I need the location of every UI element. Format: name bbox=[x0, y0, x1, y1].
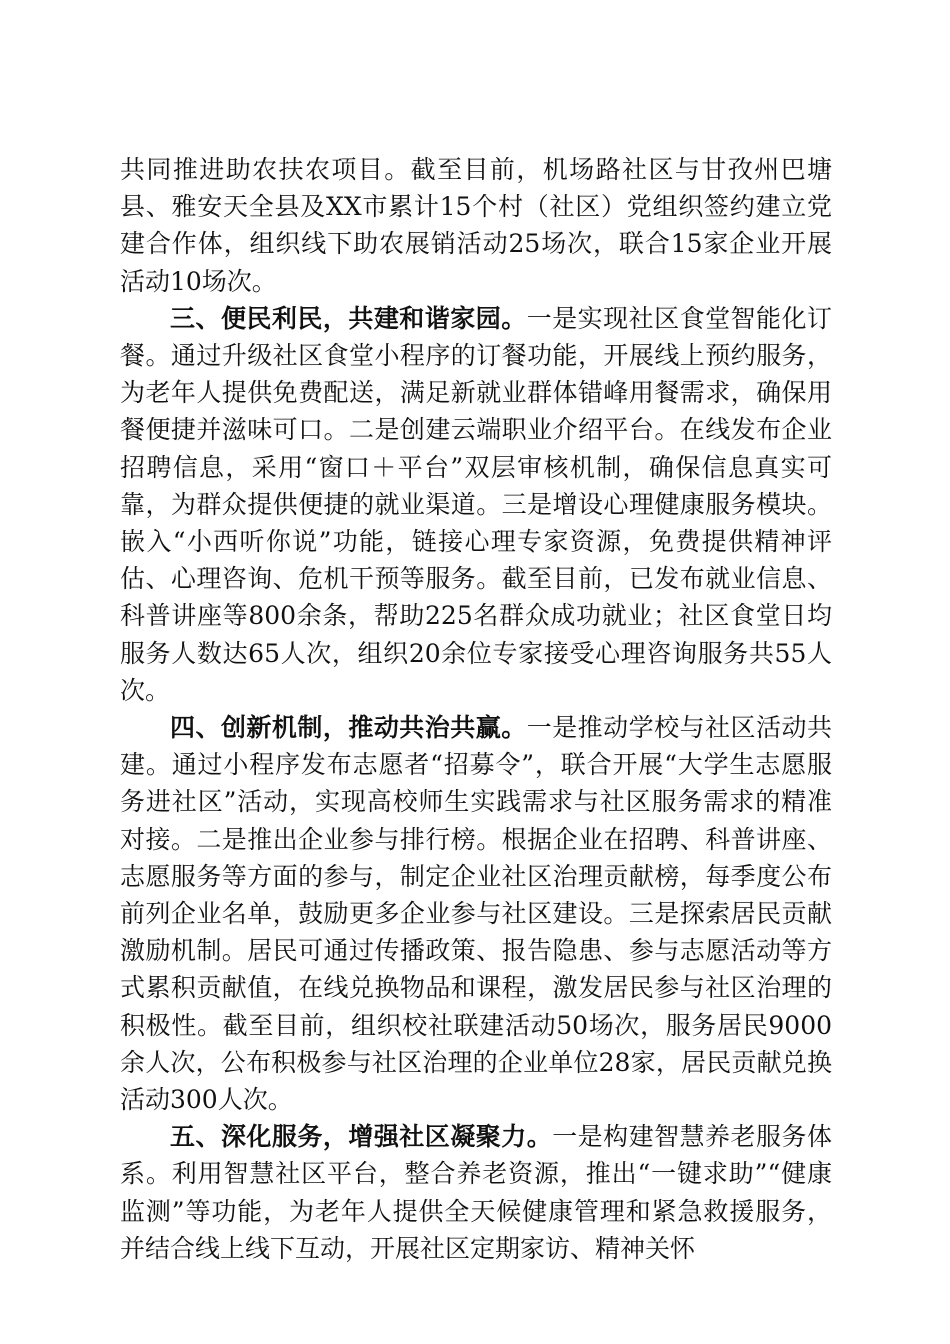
paragraph-section-five bbox=[120, 1118, 832, 1267]
paragraph-body: 一是实现社区食堂智能化订餐。通过升级社区食堂小程序的订餐功能，开展线上预约服务，为老年人提供免费配送，满足新就业群体错峰用餐需求，确保用餐便捷并滋味可口。二是创建云端职业介绍平台。在线发布企业招聘信息，采用“窗口＋平台”双层审核机制，确保信息真实可靠，为群众提供便捷的就业渠道。三是增设心理健康服务模块。嵌入“小西听你说”功能，链接心理专家资源，免费提供精神评估、心理咨询、危机干预等服务。截至目前，已发布就业信息、科普讲座等800余条，帮助225名群众成功就业；社区食堂日均服务人数达65人次，组织20余位专家接受心理咨询服务共55人次。 bbox=[120, 303, 832, 705]
paragraph-section-three bbox=[120, 300, 832, 709]
section-heading: 五、深化服务，增强社区凝聚力。 bbox=[170, 1122, 553, 1152]
section-heading: 三、便民利民，共建和谐家园。 bbox=[170, 303, 527, 333]
paragraph-body: 共同推进助农扶农项目。截至目前，机场路社区与甘孜州巴塘县、雅安天全县及XX市累计15个村（社区）党组织签约建立党建合作体，组织线下助农展销活动25场次，联合15家企业开展活动10场次。 bbox=[120, 155, 832, 296]
paragraph-section-four bbox=[120, 709, 832, 1118]
document-body bbox=[120, 151, 832, 1267]
paragraph-body: 一是构建智慧养老服务体系。利用智慧社区平台，整合养老资源，推出“一键求助”“健康监测”等功能，为老年人提供全天候健康管理和紧急救援服务，并结合线上线下互动，开展社区定期家访、精神关怀 bbox=[120, 1122, 832, 1263]
section-heading: 四、创新机制，推动共治共赢。 bbox=[170, 713, 527, 743]
paragraph-continuation bbox=[120, 151, 832, 300]
paragraph-body: 一是推动学校与社区活动共建。通过小程序发布志愿者“招募令”，联合开展“大学生志愿服务进社区”活动，实现高校师生实践需求与社区服务需求的精准对接。二是推出企业参与排行榜。根据企业在招聘、科普讲座、志愿服务等方面的参与，制定企业社区治理贡献榜，每季度公布前列企业名单，鼓励更多企业参与社区建设。三是探索居民贡献激励机制。居民可通过传播政策、报告隐患、参与志愿活动等方式累积贡献值，在线兑换物品和课程，激发居民参与社区治理的积极性。截至目前，组织校社联建活动50场次，服务居民9000余人次，公布积极参与社区治理的企业单位28家，居民贡献兑换活动300人次。 bbox=[120, 713, 832, 1115]
